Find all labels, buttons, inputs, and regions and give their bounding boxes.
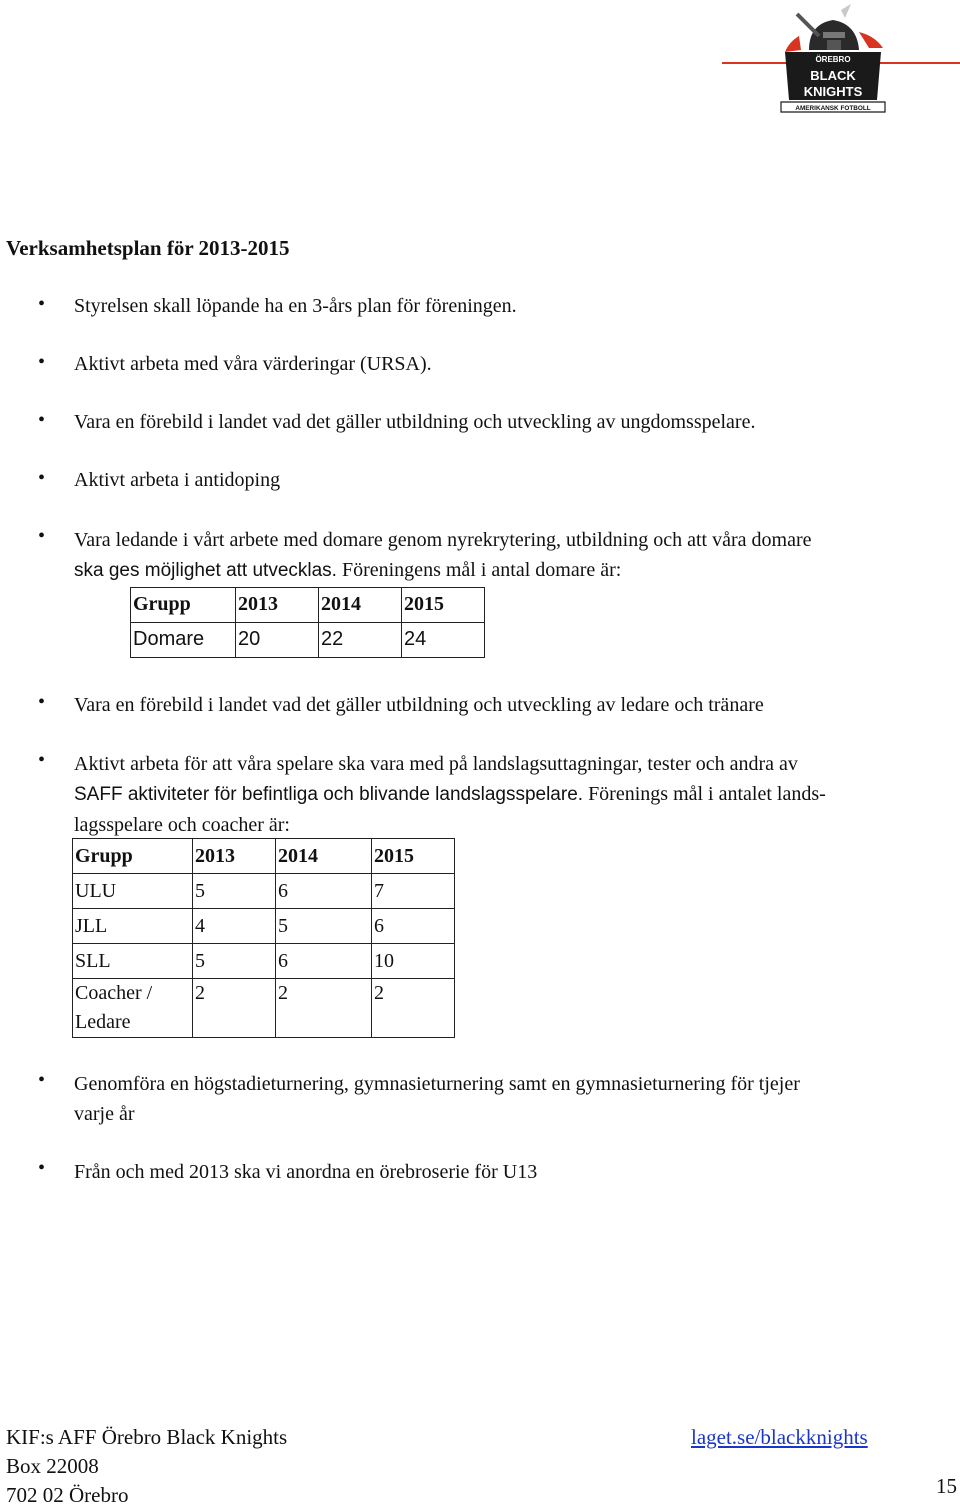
list-item: Från och med 2013 ska vi anordna en örebroserie för U13 — [74, 1161, 538, 1183]
national-team-goals-table — [72, 838, 455, 1038]
bullet-icon: • — [38, 467, 46, 489]
table-cell: 5 — [193, 944, 276, 979]
table-cell: 2 — [372, 979, 455, 1038]
item-line: Genomföra en högstadieturnering, gymnasieturnering samt en gymnasieturnering för tjejer — [74, 1073, 800, 1095]
table-cell: SLL — [73, 944, 193, 979]
page-title: Verksamhetsplan för 2013-2015 — [6, 236, 290, 260]
item-line: Vara ledande i vårt arbete med domare genom nyrekrytering, utbildning och att våra domare — [74, 529, 812, 551]
table-cell: JLL — [73, 909, 193, 944]
list-item: Vara en förebild i landet vad det gäller utbildning och utveckling av ungdomsspelare. — [74, 411, 756, 433]
footer-postal: 702 02 Örebro — [6, 1483, 129, 1507]
item-line: Aktivt arbeta för att våra spelare ska vara med på landslagsuttagningar, tester och andra av — [74, 753, 798, 775]
item-line-part: Förenings mål i antalet lands- — [588, 783, 826, 805]
table-header-row — [73, 839, 455, 874]
table-header-cell: Grupp — [73, 839, 193, 874]
list-item: Aktivt arbeta med våra värderingar (URSA). — [74, 353, 432, 375]
table-cell — [73, 979, 193, 1038]
table-cell: 2 — [193, 979, 276, 1038]
table-cell: 6 — [276, 944, 372, 979]
footer-box: Box 22008 — [6, 1454, 99, 1478]
cell-line: Ledare — [75, 1011, 131, 1033]
bullet-icon: • — [38, 293, 46, 315]
table-cell: 5 — [193, 874, 276, 909]
logo-city: ÖREBRO — [815, 55, 851, 64]
bullet-icon: • — [38, 351, 46, 373]
table-row — [73, 909, 455, 944]
bullet-icon: • — [38, 525, 46, 547]
table-cell: Domare — [131, 623, 236, 658]
table-cell: 2 — [276, 979, 372, 1038]
item-line — [74, 555, 952, 586]
bullet-icon: • — [38, 1069, 46, 1091]
table-header-cell: 2014 — [276, 839, 372, 874]
club-logo — [779, 2, 887, 114]
table-row — [131, 623, 485, 658]
footer-website-link[interactable]: laget.se/blackknights — [691, 1425, 868, 1449]
table-row — [73, 979, 455, 1038]
logo-wordmark-2: KNIGHTS — [803, 84, 863, 99]
table-header-cell: Grupp — [131, 588, 236, 623]
table-cell: 22 — [319, 623, 402, 658]
item-line: lagsspelare och coacher är: — [74, 814, 290, 836]
item-line-part: SAFF aktiviteter för befintliga och blivande landslagsspelare. — [74, 784, 584, 805]
list-item: Aktivt arbeta i antidoping — [74, 469, 281, 491]
table-cell: 5 — [276, 909, 372, 944]
logo-wordmark-1: BLACK — [810, 68, 856, 83]
bullet-icon: • — [38, 749, 46, 771]
table-cell: ULU — [73, 874, 193, 909]
item-line-part: ska ges möjlighet att utvecklas. — [74, 560, 337, 581]
item-line: varje år — [74, 1103, 135, 1125]
table-header-row — [131, 588, 485, 623]
table-row — [73, 874, 455, 909]
table-cell: 7 — [372, 874, 455, 909]
item-line — [74, 779, 952, 810]
table-header-cell: 2015 — [402, 588, 485, 623]
bullet-icon: • — [38, 1157, 46, 1179]
logo-tagline: AMERIKANSK FOTBOLL — [795, 105, 871, 112]
table-cell: 6 — [276, 874, 372, 909]
table-cell: 10 — [372, 944, 455, 979]
footer-org: KIF:s AFF Örebro Black Knights — [6, 1425, 288, 1449]
table-cell: 4 — [193, 909, 276, 944]
list-item — [74, 525, 952, 586]
table-header-cell: 2014 — [319, 588, 402, 623]
list-item — [74, 1069, 952, 1129]
item-line-part: Föreningens mål i antal domare är: — [341, 559, 622, 581]
table-cell: 6 — [372, 909, 455, 944]
table-cell: 20 — [236, 623, 319, 658]
list-item: Styrelsen skall löpande ha en 3-års plan för föreningen. — [74, 295, 517, 317]
table-header-cell: 2013 — [236, 588, 319, 623]
bullet-icon: • — [38, 691, 46, 713]
referee-goals-table — [130, 587, 485, 658]
cell-line: Coacher / — [75, 982, 153, 1004]
table-cell: 24 — [402, 623, 485, 658]
list-item: Vara en förebild i landet vad det gäller utbildning och utveckling av ledare och tränare — [74, 694, 764, 716]
list-item — [74, 749, 952, 840]
page-number: 15 — [936, 1474, 957, 1498]
table-header-cell: 2015 — [372, 839, 455, 874]
bullet-icon: • — [38, 409, 46, 431]
table-row — [73, 944, 455, 979]
table-header-cell: 2013 — [193, 839, 276, 874]
